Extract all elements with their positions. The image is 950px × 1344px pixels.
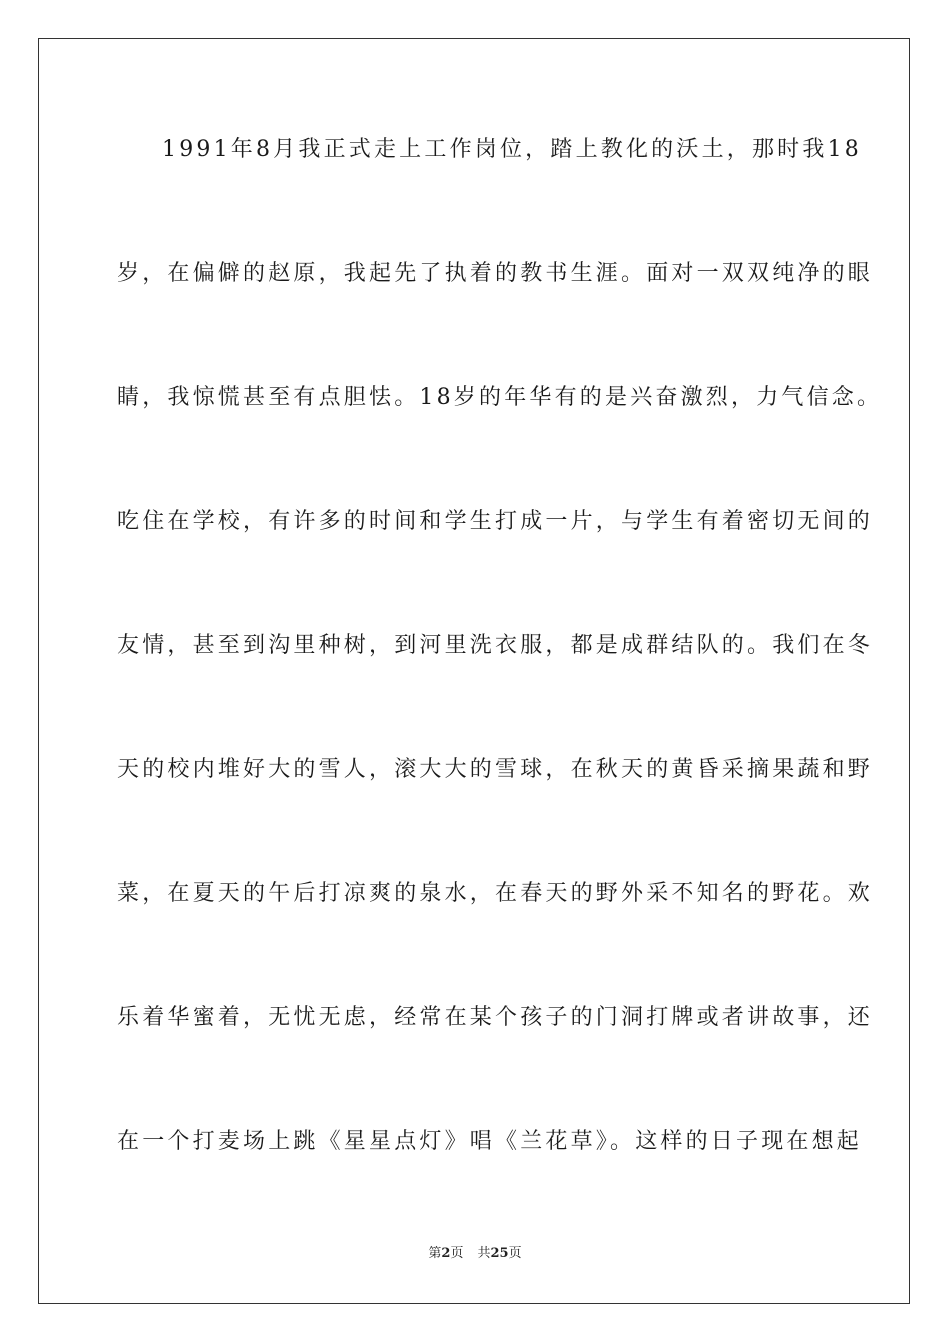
page-number: 第2页 <box>428 1246 464 1261</box>
paragraph-line: 天的校内堆好大的雪人，滚大大的雪球，在秋天的黄昏采摘果蔬和野 <box>117 757 874 782</box>
paragraph-line: 岁，在偏僻的赵原，我起先了执着的教书生涯。面对一双双纯净的眼 <box>117 261 874 286</box>
paragraph-line: 乐着华蜜着，无忧无虑，经常在某个孩子的门洞打牌或者讲故事，还 <box>117 1005 874 1030</box>
paragraph-line: 菜，在夏天的午后打凉爽的泉水，在春天的野外采不知名的野花。欢 <box>117 881 874 906</box>
page-border <box>38 38 910 1304</box>
paragraph-line: 1991年8月我正式走上工作岗位，踏上教化的沃土，那时我18 <box>162 137 862 162</box>
paragraph-line: 吃住在学校，有许多的时间和学生打成一片，与学生有着密切无间的 <box>117 509 874 534</box>
paragraph-line: 在一个打麦场上跳《星星点灯》唱《兰花草》。这样的日子现在想起 <box>117 1129 863 1154</box>
page-footer <box>0 1245 950 1263</box>
page-total: 共25页 <box>477 1246 522 1261</box>
paragraph-line: 睛，我惊慌甚至有点胆怯。18岁的年华有的是兴奋激烈，力气信念。 <box>117 385 883 410</box>
paragraph-line: 友情，甚至到沟里种树，到河里洗衣服，都是成群结队的。我们在冬 <box>117 633 874 658</box>
